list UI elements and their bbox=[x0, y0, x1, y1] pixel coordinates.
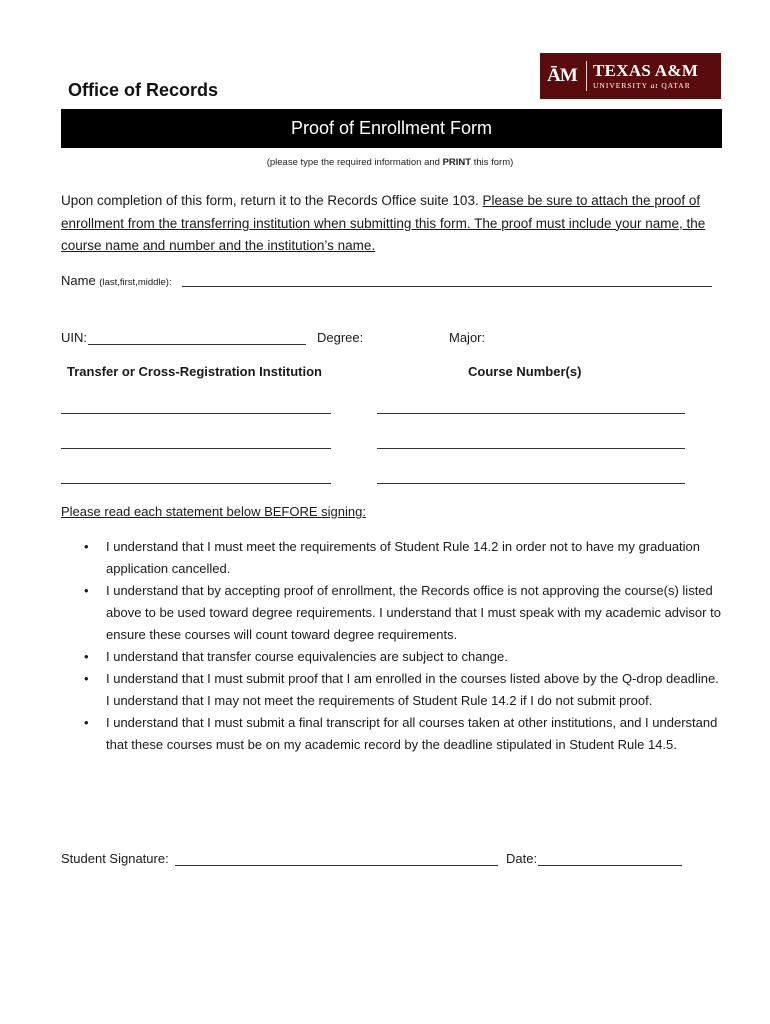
intro-underlined-text: Please be sure to attach the proof of enrollment from the transferring institution when submitting this form. The proof must include your name, the course name and number and the institution’s name. bbox=[61, 193, 706, 253]
list-item: • I understand that I must submit a final transcript for all courses taken at other institutions, and I understand that these courses must be on my academic record by the deadline stipulated in Student Rule 14.5. bbox=[84, 712, 724, 756]
form-instruction: (please type the required information and PRINT this form) bbox=[266, 157, 514, 168]
office-title: Office of Records bbox=[68, 80, 219, 100]
logo-text bbox=[593, 62, 698, 90]
list-item: • I understand that transfer course equivalencies are subject to change. bbox=[84, 646, 724, 668]
bullet-icon: • bbox=[84, 671, 89, 686]
statements-list bbox=[84, 536, 724, 756]
name-field[interactable] bbox=[182, 286, 712, 287]
list-item: • I understand that I must meet the requirements of Student Rule 14.2 in order not to have my graduation application cancelled. bbox=[84, 536, 724, 580]
institution-field-1[interactable] bbox=[61, 413, 331, 414]
intro-paragraph bbox=[61, 190, 731, 258]
logo-sub-text: UNIVERSITY at QATAR bbox=[593, 81, 691, 91]
course-number-field-3[interactable] bbox=[377, 483, 685, 484]
date-label: Date: bbox=[506, 851, 538, 866]
bullet-icon: • bbox=[84, 583, 89, 598]
list-item: • I understand that I must submit proof that I am enrolled in the courses listed above by the Q-drop deadline. I understand that I may not meet the requirements of Student Rule 14.2 if I do not submit proof. bbox=[84, 668, 724, 712]
uin-label: UIN: bbox=[61, 330, 87, 345]
major-label: Major: bbox=[449, 330, 486, 345]
uin-field[interactable] bbox=[88, 344, 306, 345]
logo-main-text: TEXAS A&M bbox=[593, 61, 699, 81]
course-number-field-2[interactable] bbox=[377, 448, 685, 449]
institution-column-header: Transfer or Cross-Registration Institution bbox=[67, 364, 322, 379]
bullet-icon: • bbox=[84, 715, 89, 730]
bullet-icon: • bbox=[84, 649, 89, 664]
signature-label: Student Signature: bbox=[61, 851, 169, 866]
date-field[interactable] bbox=[538, 865, 682, 866]
bullet-icon: • bbox=[84, 539, 89, 554]
logo-divider bbox=[586, 61, 587, 91]
course-number-field-1[interactable] bbox=[377, 413, 685, 414]
form-title: Proof of Enrollment Form bbox=[290, 118, 493, 138]
intro-plain-text: Upon completion of this form, return it to the Records Office suite 103. bbox=[61, 193, 483, 208]
institution-field-3[interactable] bbox=[61, 483, 331, 484]
name-label: Name (last,first,middle): bbox=[61, 273, 172, 288]
form-title-banner bbox=[61, 109, 722, 148]
course-number-column-header: Course Number(s) bbox=[468, 364, 582, 379]
atm-logo-mark: ĀM bbox=[547, 65, 577, 86]
degree-label: Degree: bbox=[317, 330, 364, 345]
statements-heading: Please read each statement below BEFORE signing: bbox=[61, 504, 366, 519]
list-item: • I understand that by accepting proof of enrollment, the Records office is not approving the course(s) listed above to be used toward degree requirements. I understand that I must speak with my academic advisor to ensure these courses will count toward degree requirements. bbox=[84, 580, 724, 646]
texas-am-qatar-logo bbox=[540, 53, 721, 99]
institution-field-2[interactable] bbox=[61, 448, 331, 449]
signature-field[interactable] bbox=[175, 865, 498, 866]
